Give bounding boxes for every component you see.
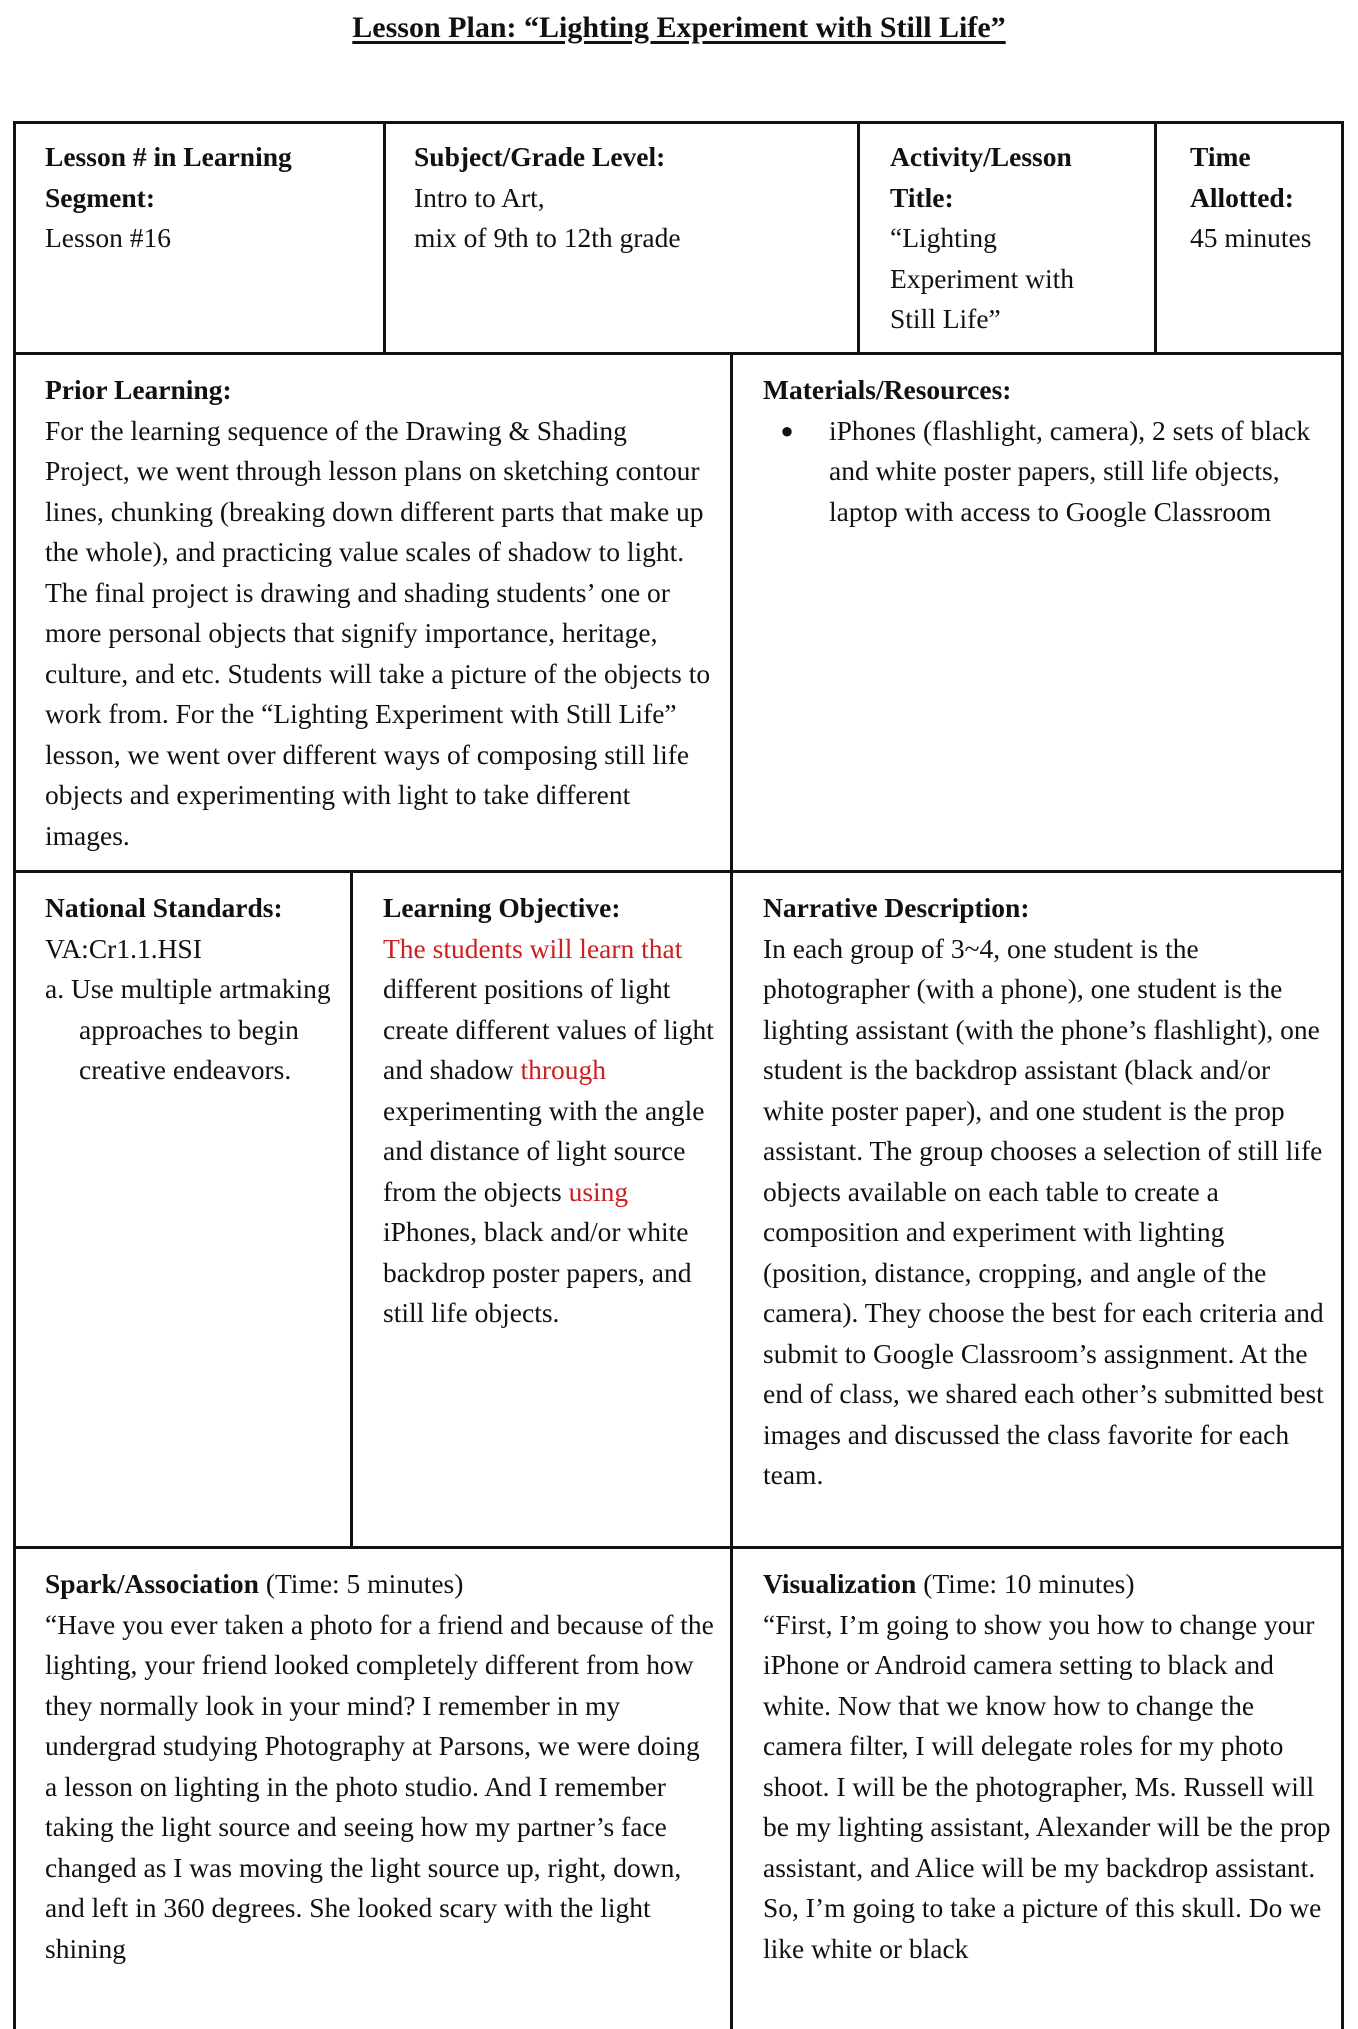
spark-label: Spark/Association	[45, 1568, 259, 1599]
visualization-text: “First, I’m going to show you how to change your iPhone or Android camera setting to black and white. Now that we know how to change the camera filter, I will delegate roles for my photo shoot. I will be the photographer, Ms. Russell will be my lighting assistant, Alexander will be the prop assistant, and Alice will be my backdrop assistant. So, I’m going to take a picture of this skull. Do we like white or black	[763, 1608, 1331, 1964]
objective-red-5: using	[568, 1175, 629, 1207]
lesson-number-value: Lesson #16	[45, 222, 172, 253]
objective-text-4: experimenting with the angle and distance of light source from the objects	[383, 1094, 705, 1207]
time-value: 45 minutes	[1190, 222, 1312, 253]
objective-text-2: different positions of light create different values of light and shadow	[383, 973, 714, 1085]
materials-list-item	[763, 411, 1330, 533]
narrative-text: In each group of 3~4, one student is the photographer (with a phone), one student is the lighting assistant (with the phone’s flashlight), one student is the backdrop assistant (black and/or white poster paper), and one student is the prop assistant. The group chooses a selection of still life objects available on each table to create a composition and experiment with lighting (position, distance, cropping, and angle of the camera). They choose the best for each criteria and submit to Google Classroom’s assignment. At the end of class, we shared each other’s submitted best images and discussed the class favorite for each team.	[763, 932, 1324, 1490]
materials-label: Materials/Resources:	[763, 374, 1012, 405]
learning-objective-label: Learning Objective:	[383, 892, 621, 923]
subject-value-1: Intro to Art,	[414, 181, 545, 213]
activity-value-1: “Lighting	[890, 222, 997, 253]
visualization-label: Visualization	[763, 1568, 917, 1599]
activity-value-3: Still Life”	[890, 303, 1001, 334]
activity-title-cell	[860, 121, 1154, 352]
objective-red-1: The students will learn that	[383, 932, 683, 964]
activity-label-2: Title:	[890, 181, 954, 213]
lesson-number-label-1: Lesson # in Learning	[45, 141, 292, 172]
materials-item-text: iPhones (flashlight, camera), 2 sets of black and white poster papers, still life objects, laptop with access to Google Classroom	[829, 414, 1311, 527]
activity-value-2: Experiment with	[890, 262, 1075, 294]
spark-association-cell	[13, 1549, 730, 2029]
national-standards-item: a. Use multiple artmaking approaches to begin creative endeavors.	[45, 973, 331, 1085]
learning-objective-text	[383, 929, 720, 1334]
narrative-label: Narrative Description:	[763, 892, 1030, 923]
prior-learning-label: Prior Learning:	[45, 374, 232, 405]
document-title: Lesson Plan: “Lighting Experiment with Still Life”	[352, 11, 1006, 44]
visualization-time: (Time: 10 minutes)	[916, 1568, 1135, 1599]
spark-text: “Have you ever taken a photo for a friend and because of the lighting, your friend looked completely different from how they normally look in your mind? I remember in my undergrad studying Photography at Parsons, we were doing a lesson on lighting in the photo studio. And I remember taking the light source and seeing how my partner’s face changed as I was moving the light source up, right, down, and left in 360 degrees. She looked scary with the light shining	[45, 1608, 714, 1964]
narrative-cell	[733, 873, 1344, 1546]
subject-value-2: mix of 9th to 12th grade	[414, 222, 681, 253]
spark-heading	[45, 1564, 716, 1605]
national-standards-code: VA:Cr1.1.HSI	[45, 932, 202, 964]
lesson-number-cell	[13, 121, 383, 352]
national-standards-label: National Standards:	[45, 892, 283, 923]
lesson-number-label-2: Segment:	[45, 181, 155, 213]
subject-grade-cell	[386, 121, 857, 352]
spark-time: (Time: 5 minutes)	[258, 1568, 464, 1599]
national-standards-cell	[13, 873, 350, 1546]
objective-text-6: iPhones, black and/or white backdrop poster papers, and still life objects.	[383, 1216, 692, 1328]
time-label-1: Time	[1190, 141, 1251, 172]
prior-learning-cell	[13, 355, 730, 870]
activity-label-1: Activity/Lesson	[890, 141, 1072, 172]
bullet-icon: ●	[780, 417, 794, 443]
prior-learning-text: For the learning sequence of the Drawing & Shading Project, we went through lesson plans on sketching contour lines, chunking (breaking down different parts that make up the whole), and practicing value scales of shadow to light. The final project is drawing and shading students’ one or more personal objects that signify importance, heritage, culture, and etc. Students will take a picture of the objects to work from. For the “Lighting Experiment with Still Life” lesson, we went over different ways of composing still life objects and experimenting with light to take different images.	[45, 414, 711, 851]
time-label-2: Allotted:	[1190, 181, 1294, 213]
learning-objective-cell	[353, 873, 730, 1546]
time-allotted-cell	[1157, 121, 1344, 352]
subject-label: Subject/Grade Level:	[414, 141, 666, 172]
materials-cell	[733, 355, 1344, 870]
objective-red-3: through	[520, 1054, 607, 1085]
visualization-heading	[763, 1564, 1332, 1605]
visualization-cell	[733, 1549, 1344, 2029]
